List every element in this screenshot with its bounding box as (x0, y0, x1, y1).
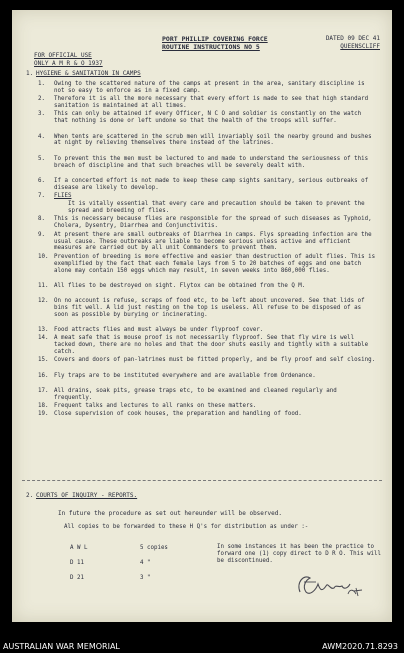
list-item (38, 335, 378, 356)
distribution-note: In some instances it has been the practice to forward one (1) copy direct to D R O. This will be discontinued. (217, 544, 382, 564)
table-row (70, 575, 200, 590)
item-number: 2. (38, 96, 45, 103)
distribution-intro: All copies to be forwarded to these H Q's for distribution as under :- (64, 524, 309, 530)
list-item (38, 96, 378, 110)
item-number: 13. (38, 326, 49, 333)
list-item (38, 134, 378, 148)
item-number: 10. (38, 253, 49, 260)
section-title: COURTS OF INQUIRY - REPORTS. (36, 492, 138, 499)
item-text: All flies to be destroyed on sight. Flytox can be obtained from the Q M. (54, 282, 306, 289)
item-number: 19. (38, 411, 49, 418)
title-line-2: ROUTINE INSTRUCTIONS NO 5 (162, 43, 260, 51)
item-number: 18. (38, 402, 49, 409)
copies-cell: 4 " (140, 560, 151, 566)
item-text: A meat safe that is mouse proof is not necessarily flyproof. See that fly wire is well tacked down, there are no holes and that the door shuts easily and tightly with a suitable catch. (54, 335, 369, 355)
list-item (38, 216, 378, 230)
table-row (70, 560, 200, 575)
place-text: QUEENSCLIFF (340, 43, 380, 50)
official-use-text: FOR OFFICIAL USE (34, 52, 92, 59)
list-item (38, 193, 378, 200)
item-text: Frequent talks and lectures to all ranks on these matters. (54, 402, 257, 409)
item-text: Food attracts flies and must always be under flyproof cover. (54, 326, 264, 333)
section-divider (22, 480, 382, 481)
list-item (38, 81, 378, 95)
item-text: Fly traps are to be instituted everywhere and are available from Ordenance. (54, 372, 316, 379)
list-item (38, 201, 378, 215)
item-text: It is vitally essential that every care and precaution should be taken to prevent the spread and breeding of flies. (68, 201, 365, 215)
section-title: HYGIENE & SANITATION IN CAMPS (36, 70, 141, 77)
unit-cell: D 21 (70, 575, 84, 581)
official-only-text: ONLY A M R & O 1937 (34, 60, 103, 67)
list-item (38, 327, 378, 334)
section-number: 1. (26, 70, 34, 77)
item-number: 17. (38, 387, 49, 394)
item-text: Covers and doors of pan-latrines must be fitted properly, and be fly proof and self closing. (54, 357, 376, 364)
list-item (38, 156, 378, 170)
section-number: 2. (26, 492, 34, 499)
official-use-block (34, 52, 103, 68)
list-item (38, 178, 378, 192)
item-text: Therefore it is all the more necessary that every effort is made to see that high standard sanitation is maintained at all times. (54, 96, 369, 110)
item-text: Close supervision of cook houses, the preparation and handling of food. (54, 411, 302, 418)
item-text: Prevention of breeding is more effective and easier than destruction of adult flies. This is exemplified by the fact that each female lays from 5 to 20 batches of eggs and one batch alone may contain 150 eggs which may result, in seven weeks into 860,000 flies. (54, 253, 376, 274)
item-number: 1. (38, 81, 45, 87)
item-number: 7. (38, 192, 45, 199)
unit-cell: A W L (70, 545, 88, 551)
item-number: 5. (38, 155, 45, 162)
item-text: All drains, soak pits, grease traps etc, to be examined and cleaned regularly and frequently. (54, 387, 337, 401)
document-title (162, 35, 268, 51)
handwritten-signature (294, 570, 366, 600)
list-item (38, 388, 378, 402)
title-line-1: PORT PHILLIP COVERING FORCE (162, 35, 268, 43)
list-item (38, 411, 378, 418)
list-item (38, 254, 378, 275)
item-text: To prevent this the men must be lectured to and made to understand the seriousness of this breach of discipline and that such breaches will be severely dealt with. (54, 155, 369, 169)
item-text: This can only be attained if every Officer, N C O and soldier is constantly on the watch that nothing is done or left undone so that the health of the troops will suffer. (54, 111, 362, 125)
item-text: At present there are small outbreaks of Diarrhea in camps. Flys spreading infection are the usual cause. These outbreaks are liable to become serious unless active and efficient measures are carried out by all unit Commanders to prevent them. (54, 231, 372, 252)
unit-cell: D 11 (70, 560, 84, 566)
item-number: 15. (38, 357, 49, 364)
list-item (38, 403, 378, 410)
item-number: 12. (38, 297, 49, 304)
item-text: On no account is refuse, scraps of food etc, to be left about uncovered. See that lids of bins fit well. A lid just resting on the top is useless. All refuse to be disposed of as soon as possible by burying or incinerating. (54, 297, 365, 318)
item-number: 14. (38, 335, 49, 342)
item-text: If a concerted effort is not made to keep these camp sights sanitary, serious outbreaks of disease are likely to develop. (54, 177, 369, 191)
item-number: 6. (38, 177, 45, 184)
procedure-intro: In future the procedure as set out hereunder will be observed. (58, 510, 282, 517)
section-2-heading (26, 492, 137, 500)
item-text: This is necessary because flies are responsible for the spread of such diseases as Typhoid, Cholera, Dysentry, Diarrhea and Conjunctivitis. (54, 216, 372, 230)
document-page (12, 10, 392, 622)
footer-accession-number: AWM2020.71.8293 (322, 642, 398, 651)
item-number: 8. (38, 216, 45, 223)
item-text: FLIES (54, 192, 72, 199)
item-number: 16. (38, 372, 49, 379)
footer-institution: AUSTRALIAN WAR MEMORIAL (3, 642, 120, 651)
archive-footer (0, 638, 404, 653)
list-item (38, 111, 378, 125)
item-number: 4. (38, 133, 45, 140)
table-row (70, 545, 200, 560)
list-item (38, 357, 378, 364)
item-text: When tents are scattered in the scrub men will invariably soil the nearby ground and bushes at night by relieving themselves there instead of the latrines. (54, 133, 372, 147)
distribution-table (70, 545, 200, 590)
list-item (38, 232, 378, 253)
section-1-heading (26, 70, 141, 78)
copies-cell: 5 copies (140, 545, 168, 551)
dated-text: DATED 09 DEC 41 (325, 35, 380, 42)
list-item (38, 373, 378, 380)
item-number: 9. (38, 231, 45, 238)
list-item (38, 298, 378, 319)
item-number: 11. (38, 282, 49, 289)
item-text: Owing to the scattered nature of the camps at present in the area, sanitary discipline is not so easy to enforce as in a fixed camp. (54, 81, 365, 94)
item-number: 3. (38, 111, 45, 118)
copies-cell: 3 " (140, 575, 151, 581)
list-item (38, 283, 378, 290)
date-block (326, 35, 380, 51)
